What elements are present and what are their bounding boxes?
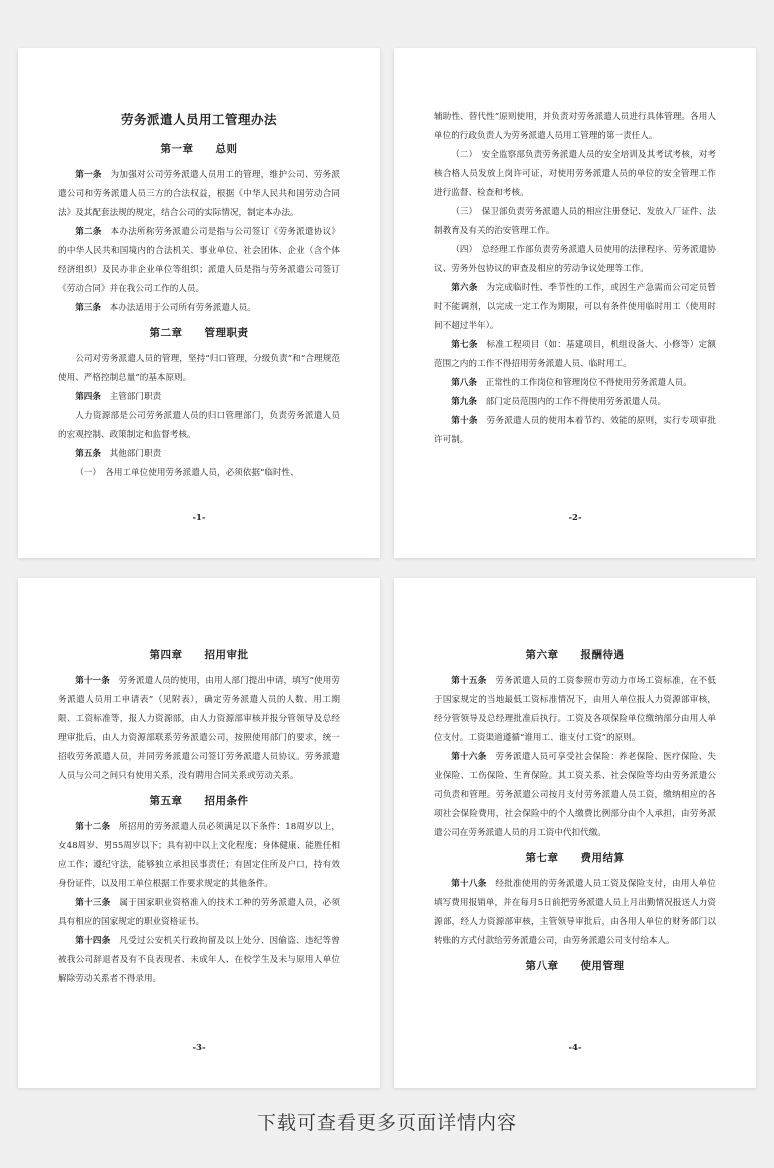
article-text: 为加强对公司劳务派遣人员用工的管理，维护公司、劳务派遣公司和劳务派遣人员三方的合法权益，根据《中华人民共和国劳动合同法》及其配套法规的规定，结合公司的实际情况，制定本办法。 bbox=[58, 170, 340, 218]
article-paragraph bbox=[434, 393, 716, 412]
article-text: 为完成临时性、季节性的工作，或因生产急需而公司定员暂时不能调剂，以完成一定工作为期限，可以有条件使用临时用工（使用时间不超过半年）。 bbox=[434, 283, 716, 331]
article-text: 劳务派遣人员的使用，由用人部门提出申请，填写“使用劳务派遣人员用工申请表”（见附表），确定劳务派遣人员的人数、用工期限、工资标准等，报人力资源部，由人力资源部审核并报分管领导及总经理审批后，由人力资源部联系劳务派遣公司，按照使用部门的要求，统一招收劳务派遣人员，并同劳务派遣公司签订劳务派遣人员协议。劳务派遣人员与公司之间只有使用关系，没有聘用合同关系或劳动关系。 bbox=[58, 676, 340, 781]
article-label: 第十八条 bbox=[451, 879, 487, 889]
download-more-link[interactable]: 下载可查看更多页面详情内容 bbox=[256, 1112, 517, 1134]
chapter-heading: 第二章 管理职责 bbox=[149, 327, 249, 339]
chapter-heading: 第八章 使用管理 bbox=[525, 960, 625, 972]
article-paragraph bbox=[434, 875, 716, 951]
article-paragraph bbox=[434, 336, 716, 374]
body-paragraph: 人力资源部是公司劳务派遣人员的归口管理部门，负责劳务派遣人员的宏观控制、政策制定和监督考核。 bbox=[58, 411, 340, 440]
list-item: （一） 各用工单位使用劳务派遣人员，必须依据“临时性、 bbox=[75, 468, 299, 478]
page-number: -2- bbox=[568, 513, 582, 523]
chapter-heading: 第七章 费用结算 bbox=[525, 852, 625, 864]
article-text: 部门定员范围内的工作不得使用劳务派遣人员。 bbox=[485, 397, 667, 407]
article-text: 本办法适用于公司所有劳务派遣人员。 bbox=[109, 303, 256, 313]
article-text: 劳务派遣人员可享受社会保险：养老保险、医疗保险、失业保险、工伤保险、生育保险。其工资关系、社会保险等均由劳务派遣公司负责和管理。劳务派遣公司按月支付劳务派遣人员工资，缴纳相应的各项社会保险费用，社会保险中的个人缴费比例部分由个人承担，由劳务派遣公司在劳务派遣人员的月工资中代扣代缴。 bbox=[434, 752, 716, 838]
list-item: （三） 保卫部负责劳务派遣人员的相应注册登记、发放入厂证件、法制教育及有关的治安管理工作。 bbox=[434, 207, 716, 236]
chapter-heading: 第六章 报酬待遇 bbox=[525, 649, 625, 661]
article-label: 第十二条 bbox=[75, 822, 111, 832]
article-label: 第四条 bbox=[75, 392, 101, 402]
article-label: 第三条 bbox=[75, 303, 101, 313]
article-label: 第十一条 bbox=[75, 676, 110, 686]
document-page-1 bbox=[18, 48, 380, 558]
chapter-heading: 第四章 招用审批 bbox=[149, 649, 249, 661]
article-paragraph bbox=[58, 166, 340, 223]
page-number: -3- bbox=[192, 1043, 206, 1053]
chapter-heading: 第五章 招用条件 bbox=[149, 795, 249, 807]
article-label: 第五条 bbox=[75, 449, 101, 459]
article-text: 所招用的劳务派遣人员必须满足以下条件：18周岁以上，女48周岁、男55周岁以下；具有初中以上文化程度；身体健康、能胜任相应工作；遵纪守法，能够独立承担民事责任；有固定住所及户口，持有效身份证件，以及用工单位根据工作要求规定的其他条件。 bbox=[58, 822, 340, 889]
list-item: （四） 总经理工作部负责劳务派遣人员使用的法律程序、劳务派遣协议、劳务外包协议的审查及相应的劳动争议处理等工作。 bbox=[434, 245, 716, 274]
article-text: 其他部门职责 bbox=[109, 449, 162, 459]
article-label: 第十四条 bbox=[75, 936, 111, 946]
article-paragraph bbox=[434, 279, 716, 336]
article-text: 经批准使用的劳务派遣人员工资及保险支付，由用人单位填写费用报销单，并在每月5日前把劳务派遣人员上月出勤情况报送人力资源部，经人力资源部审核，主管领导审批后，由各用人单位的财务部门以转账的方式付款给劳务派遣公司，由劳务派遣公司支付给本人。 bbox=[434, 879, 716, 946]
article-label: 第七条 bbox=[451, 340, 478, 350]
article-label: 第二条 bbox=[75, 227, 102, 237]
article-paragraph bbox=[434, 374, 716, 393]
article-paragraph bbox=[58, 672, 340, 786]
article-paragraph bbox=[58, 299, 340, 318]
article-paragraph bbox=[58, 894, 340, 932]
body-paragraph: 辅助性、替代性”原则使用，并负责对劳务派遣人员进行具体管理。各用人单位的行政负责人为劳务派遣人员用工管理的第一责任人。 bbox=[434, 112, 716, 141]
article-paragraph bbox=[434, 748, 716, 843]
article-text: 标准工程项目（如：基建项目，机组设备大、小修等）定额范围之内的工作不得招用劳务派遣人员、临时用工。 bbox=[434, 340, 716, 369]
article-text: 本办法所称劳务派遣公司是指与公司签订《劳务派遣协议》的中华人民共和国境内的合法机关、事业单位、社会团体、企业（含个体经济组织）及民办非企业单位等组织；派遣人员是指与劳务派遣公司签订《劳动合同》并在我公司工作的人员。 bbox=[58, 227, 340, 294]
document-page-2 bbox=[394, 48, 756, 558]
page-number: -1- bbox=[192, 513, 206, 523]
article-text: 主管部门职责 bbox=[109, 392, 162, 402]
article-paragraph bbox=[434, 672, 716, 748]
article-text: 劳务派遣人员的工资参照市劳动力市场工资标准，在不低于国家规定的当地最低工资标准情况下，由用人单位报人力资源部审核，经分管领导及总经理批准后执行。工资及各项保险单位缴纳部分由用人单位支付。工资渠道遵循“谁用工、谁支付工资”的原则。 bbox=[434, 676, 716, 743]
article-text: 凡受过公安机关行政拘留及以上处分、因偷盗、违纪等曾被我公司辞退者及有不良表现者、未成年人、在校学生及未与原用人单位解除劳动关系者不得录用。 bbox=[58, 936, 340, 984]
document-page-4 bbox=[394, 578, 756, 1088]
article-label: 第十三条 bbox=[75, 898, 111, 908]
chapter-heading: 第一章 总则 bbox=[160, 143, 238, 155]
article-text: 属于国家职业资格准入的技术工种的劳务派遣人员，必须具有相应的国家规定的职业资格证书。 bbox=[58, 898, 340, 927]
article-paragraph bbox=[58, 223, 340, 299]
article-paragraph bbox=[58, 818, 340, 894]
article-label: 第六条 bbox=[451, 283, 478, 293]
article-label: 第九条 bbox=[451, 397, 477, 407]
article-label: 第十六条 bbox=[451, 752, 487, 762]
article-label: 第十五条 bbox=[451, 676, 487, 686]
article-text: 正常性的工作岗位和管理岗位不得使用劳务派遣人员。 bbox=[485, 378, 692, 388]
article-paragraph bbox=[58, 932, 340, 989]
article-paragraph bbox=[58, 445, 340, 464]
article-paragraph bbox=[58, 388, 340, 407]
document-page-3 bbox=[18, 578, 380, 1088]
article-text: 劳务派遣人员的使用本着节约、效能的原则，实行专项审批许可制。 bbox=[434, 416, 716, 445]
article-label: 第八条 bbox=[451, 378, 477, 388]
article-label: 第一条 bbox=[75, 170, 102, 180]
list-item: （二） 安全监察部负责劳务派遣人员的安全培训及其考试考核，对考核合格人员发放上岗许可证，对使用劳务派遣人员的单位的安全管理工作进行监督、检查和考核。 bbox=[434, 150, 716, 198]
article-label: 第十条 bbox=[451, 416, 478, 426]
page-number: -4- bbox=[568, 1043, 582, 1053]
body-paragraph: 公司对劳务派遣人员的管理，坚持“归口管理，分级负责”和“合理规范使用、严格控制总量”的基本原则。 bbox=[58, 354, 340, 383]
document-title: 劳务派遣人员用工管理办法 bbox=[120, 112, 277, 127]
article-paragraph bbox=[434, 412, 716, 450]
